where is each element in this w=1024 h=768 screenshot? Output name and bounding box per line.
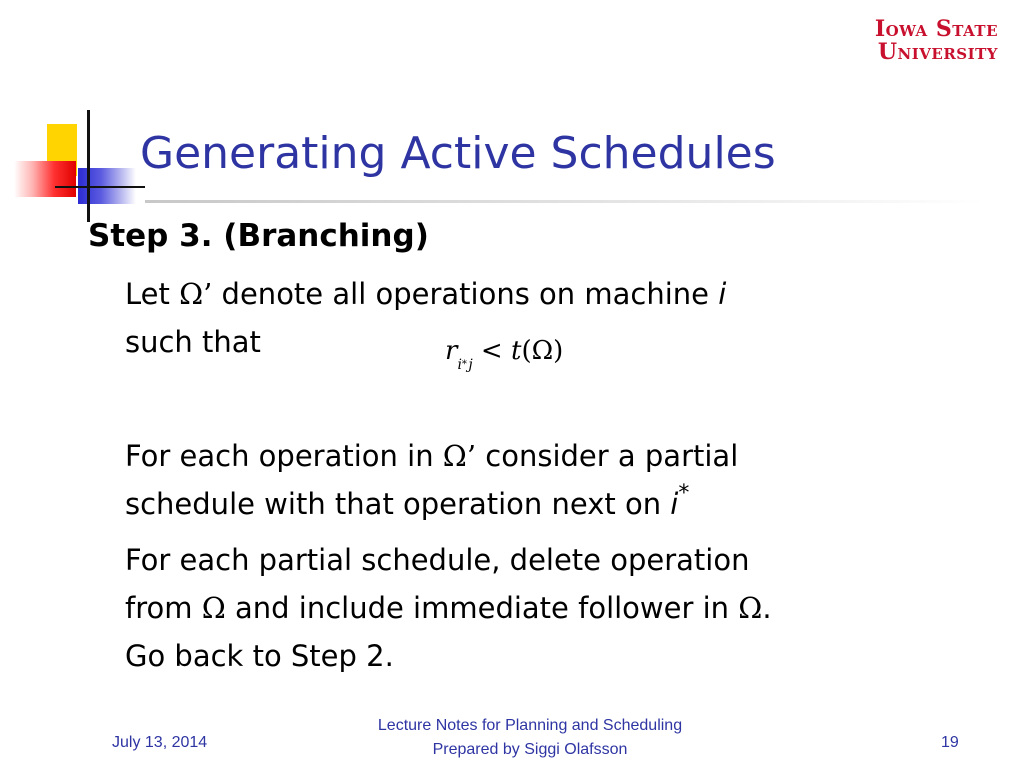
text: and include immediate follower in	[225, 591, 739, 625]
paragraph-2	[125, 432, 738, 532]
formula-sub-i: i	[457, 357, 462, 373]
paragraph-3-line-1: For each partial schedule, delete operation	[125, 543, 750, 577]
paragraph-1-line-1	[125, 270, 726, 318]
decor-vertical-line	[87, 110, 90, 222]
paragraph-1-line-2: such that	[125, 325, 261, 359]
text: schedule with that operation next on	[125, 487, 671, 521]
text: Let	[125, 277, 180, 311]
formula-r: r	[445, 336, 458, 366]
decor-horizontal-line	[55, 186, 145, 188]
text: For each operation in	[125, 439, 443, 473]
paragraph-2-line-1	[125, 432, 738, 480]
step-heading: Step 3. (Branching)	[88, 218, 429, 254]
title-underline	[145, 200, 985, 203]
omega-prime-symbol: Ω’	[179, 277, 213, 311]
omega-symbol: Ω	[738, 591, 763, 625]
text: denote all operations on machine	[212, 277, 719, 311]
variable-i: i	[670, 487, 679, 521]
paragraph-3-line-3: Go back to Step 2.	[125, 639, 394, 673]
university-logo	[875, 18, 998, 64]
footer-center-line-2: Prepared by Siggi Olafsson	[432, 741, 628, 758]
formula-sub-j: j	[468, 357, 473, 373]
formula-arg: (Ω)	[521, 336, 564, 366]
formula-t: t	[511, 336, 522, 366]
text: consider a partial	[476, 439, 739, 473]
formula-relation: <	[472, 336, 511, 366]
paragraph-1	[125, 270, 726, 366]
logo-line1: Iowa State	[874, 16, 998, 42]
paragraph-3	[125, 536, 772, 680]
footer-page-number: 19	[941, 734, 959, 751]
decor-red-square	[14, 161, 76, 197]
formula-star: *	[461, 359, 467, 370]
formula-subscript	[457, 357, 472, 373]
formula	[445, 336, 564, 373]
footer-center-line-1: Lecture Notes for Planning and Scheduling	[377, 717, 683, 734]
omega-prime-symbol: Ω’	[442, 439, 477, 473]
slide-title: Generating Active Schedules	[140, 128, 776, 179]
text: from	[125, 591, 202, 625]
variable-i: i	[718, 277, 727, 311]
paragraph-2-line-2	[125, 480, 738, 532]
paragraph-3-line-2	[125, 584, 772, 632]
text: .	[762, 591, 772, 625]
footer-date: July 13, 2014	[112, 734, 208, 751]
star-superscript: *	[678, 481, 690, 506]
omega-symbol: Ω	[201, 591, 226, 625]
logo-line2: University	[877, 39, 998, 66]
footer-center	[330, 714, 730, 762]
